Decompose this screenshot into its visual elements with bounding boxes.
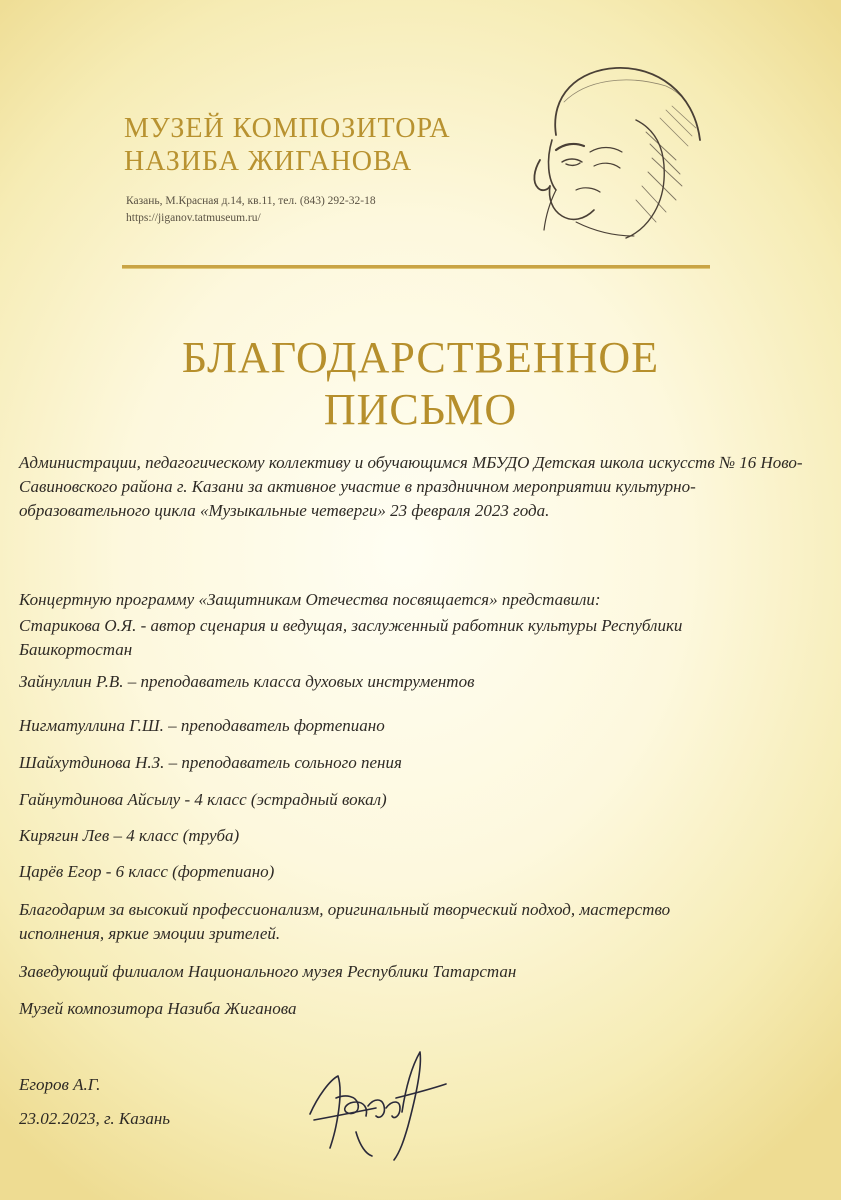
composer-portrait-icon bbox=[516, 40, 716, 240]
performer-item: Старикова О.Я. - автор сценария и ведущая, заслуженный работник культуры Республики Башкортостан bbox=[19, 616, 683, 659]
museum-name-line2: НАЗИБА ЖИГАНОВА bbox=[124, 146, 413, 177]
document-title-line1: БЛАГОДАРСТВЕННОЕ bbox=[181, 333, 660, 382]
document-title-line2: ПИСЬМО bbox=[323, 385, 518, 434]
performer-item: Кирягин Лев – 4 класс (труба) bbox=[19, 826, 240, 845]
performer-item: Царёв Егор - 6 класс (фортепиано) bbox=[19, 862, 275, 881]
signatory-name: Егоров А.Г. bbox=[19, 1075, 101, 1094]
museum-name-line1: МУЗЕЙ КОМПОЗИТОРА bbox=[124, 113, 451, 144]
signature-icon bbox=[296, 1036, 456, 1166]
signing-date-place: 23.02.2023, г. Казань bbox=[19, 1109, 170, 1128]
performer-item: Зайнуллин Р.В. – преподаватель класса духовых инструментов bbox=[19, 672, 475, 691]
museum-address: Казань, М.Красная д.14, кв.11, тел. (843) 292-32-18 bbox=[126, 195, 376, 207]
museum-name bbox=[124, 112, 451, 178]
performer-item: Нигматуллина Г.Ш. – преподаватель фортепиано bbox=[19, 716, 385, 735]
program-heading: Концертную программу «Защитникам Отечества посвящается» представили: bbox=[19, 590, 601, 609]
museum-contacts bbox=[126, 193, 376, 227]
performer-item: Шайхутдинова Н.З. – преподаватель сольного пения bbox=[19, 753, 402, 772]
museum-website[interactable]: https://jiganov.tatmuseum.ru/ bbox=[126, 212, 261, 224]
document-title bbox=[0, 332, 841, 436]
org-line1: Заведующий филиалом Национального музея Республики Татарстан bbox=[19, 962, 517, 981]
intro-paragraph: Администрации, педагогическому коллективу и обучающимся МБУДО Детская школа искусств № 16 Ново-Савиновского района г. Казани за активное участие в праздничном мероприятии культурно-образовательного цикла «Музыкальные четверги» 23 февраля 2023 года. bbox=[19, 453, 803, 520]
header-divider bbox=[122, 265, 710, 269]
gratitude-paragraph: Благодарим за высокий профессионализм, оригинальный творческий подход, мастерство исполнения, яркие эмоции зрителей. bbox=[19, 900, 671, 943]
performer-item: Гайнутдинова Айсылу - 4 класс (эстрадный вокал) bbox=[19, 790, 387, 809]
org-line2: Музей композитора Назиба Жиганова bbox=[19, 999, 297, 1018]
